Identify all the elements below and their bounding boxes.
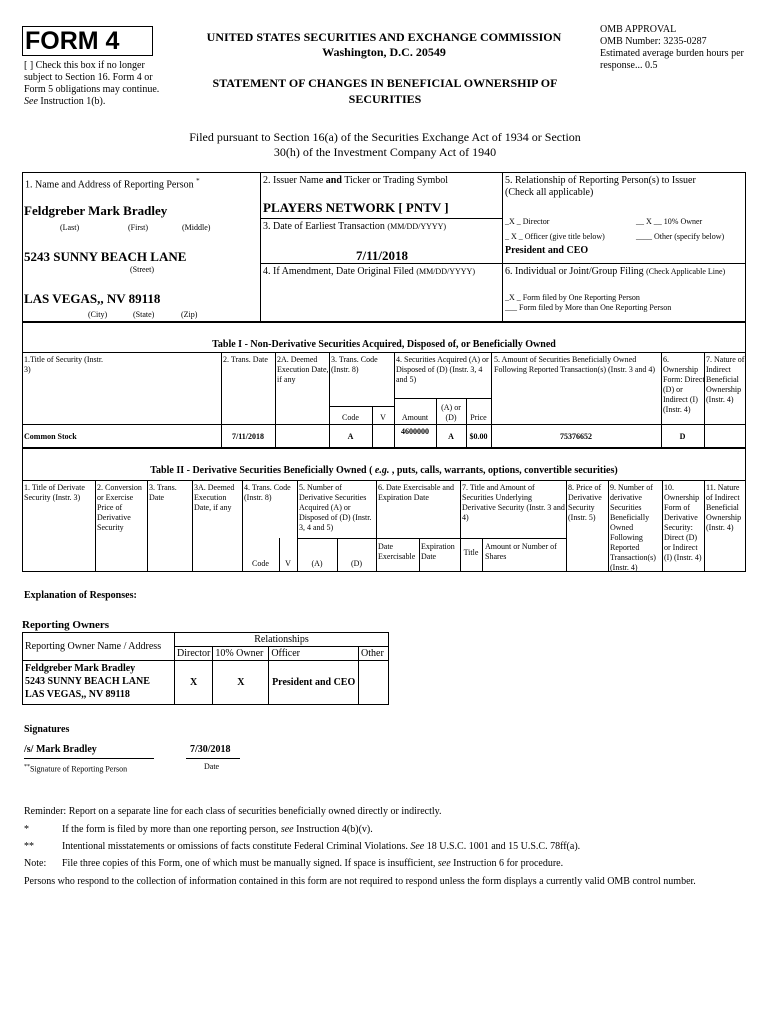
t1-row-code: A (347, 432, 354, 441)
footer-note-1-b: Instruction 4(b)(v). (296, 824, 373, 835)
footer-note-3 (62, 858, 752, 870)
t1-sub-amount: Amount (401, 413, 429, 422)
ro-col-other: Other (359, 647, 389, 661)
box4-label (263, 266, 499, 278)
t1-row-owned: 75376652 (560, 432, 592, 441)
explanation-heading: Explanation of Responses: (24, 590, 137, 601)
divider (22, 352, 746, 353)
reporting-person-city: LAS VEGAS,, NV 89118 (24, 291, 161, 306)
t2-h10: 10. Ownership Form of Derivative Security: Direct (D) or Indirect (I) (Instr. 4) (664, 483, 702, 562)
t1-row-form: D (679, 432, 686, 441)
table2-title-a: Table II - Derivative Securities Beneficially Owned ( (150, 465, 373, 476)
omb-number: OMB Number: 3235-0287 (600, 36, 707, 47)
divider (704, 480, 705, 572)
t1-h4: 4. Securities Acquired (A) or Disposed of (D) (Instr. 3, 4 and 5) (396, 355, 489, 384)
box3-label (263, 221, 499, 233)
divider (662, 480, 663, 572)
box3-label-small: (MM/DD/YYYY) (387, 222, 447, 231)
ro-value-ten-pct: X (213, 661, 269, 705)
box6-label-small: (Check Applicable Line) (646, 267, 726, 276)
ro-value-director: X (175, 661, 213, 705)
ro-owner-city: LAS VEGAS,, NV 89118 (25, 689, 130, 700)
t2-h11: 11. Nature of Indirect Beneficial Ownership (Instr. 4) (706, 483, 742, 532)
filed-pursuant: Filed pursuant to Section 16(a) of the Securities Exchange Act of 1934 or Section 30(h) of the Investment Company Act of 1940 (189, 130, 581, 159)
box5-label-text: 5. Relationship of Reporting Person(s) to Issuer (505, 175, 696, 186)
footer-note-2-mark: ** (24, 841, 34, 852)
signature-date: 7/30/2018 (190, 744, 231, 755)
date-label: Date (204, 762, 220, 771)
divider (376, 538, 566, 539)
earliest-transaction-date: 7/11/2018 (355, 248, 408, 263)
ro-owner (23, 661, 175, 705)
label-last: (Last) (60, 223, 80, 232)
officer-title: President and CEO (505, 245, 589, 256)
ro-col-ten-pct: 10% Owner (213, 647, 269, 661)
relationship-ten-pct[interactable]: __ X __ 10% Owner (636, 217, 703, 226)
section16-checkbox-note[interactable] (24, 60, 169, 108)
footer-note-1-mark: * (24, 824, 29, 835)
omb-burden: Estimated average burden hours per response... 0.5 (600, 48, 744, 71)
box6-label-text: 6. Individual or Joint/Group Filing (505, 266, 644, 277)
label-street: (Street) (130, 265, 154, 274)
divider (460, 480, 461, 572)
t2-sub-amt: Amount or Number of Shares (485, 542, 557, 561)
box1-label-text: 1. Name and Address of Reporting Person (25, 179, 194, 191)
t2-sub-d: (D) (350, 559, 363, 568)
box2-label-b: Ticker or Trading Symbol (344, 175, 449, 186)
relationship-officer[interactable]: _ X _ Officer (give title below) (505, 232, 605, 241)
divider (260, 218, 502, 219)
t2-h5: 5. Number of Derivative Securities Acquired (A) or Disposed of (D) (Instr. 3, 4 and 5) (299, 483, 372, 532)
t1-h5: 5. Amount of Securities Beneficially Owned Following Reported Transaction(s) (Instr. 3 and 4) (494, 355, 656, 374)
divider (376, 480, 377, 572)
box2-label (263, 175, 499, 187)
t1-row-aord: A (448, 432, 454, 441)
filing-one-person[interactable]: _X _ Form filed by One Reporting Person (505, 293, 640, 302)
ro-col-officer: Officer (269, 647, 359, 661)
footer-persons: Persons who respond to the collection of information contained in this form are not required to respond unless the form displays a currently valid OMB control number. (24, 876, 696, 887)
t1-row-amount: 4600000 (401, 427, 429, 436)
t1-h2a: 2A. Deemed Execution Date, if any (277, 355, 329, 384)
footer-note-3-b: Instruction 6 for procedure. (453, 858, 564, 869)
t2-h1: 1. Title of Derivate Security (Instr. 3) (24, 483, 85, 502)
ro-owner-name: Feldgreber Mark Bradley (25, 663, 136, 674)
omb-approval-block (600, 24, 760, 72)
reporting-person-name: Feldgreber Mark Bradley (24, 203, 168, 218)
divider (22, 480, 746, 481)
label-zip: (Zip) (181, 310, 198, 319)
checkbox-note-see: See (24, 96, 38, 107)
label-middle: (Middle) (182, 223, 211, 232)
signatures-heading: Signatures (24, 724, 70, 735)
divider (394, 398, 491, 399)
ro-value-other (359, 661, 389, 705)
t2-h4: 4. Trans. Code (Instr. 8) (244, 483, 291, 502)
filing-more-persons[interactable]: ___ Form filed by More than One Reporting Person (505, 303, 672, 312)
signature-label (24, 762, 127, 775)
t2-h6: 6. Date Exercisable and Expiration Date (378, 483, 454, 502)
box1-star: * (196, 177, 200, 185)
t2-h7: 7. Title and Amount of Securities Underlying Derivative Security (Instr. 3 and 4) (462, 483, 565, 522)
table2-title (22, 465, 746, 477)
table1-title: Table I - Non-Derivative Securities Acquired, Disposed of, or Beneficially Owned (212, 339, 556, 350)
reporting-person-street: 5243 SUNNY BEACH LANE (24, 249, 187, 264)
footer-note-3-mark: Note: (24, 858, 47, 869)
box5-label (505, 175, 743, 199)
divider (192, 480, 193, 572)
box5-label-2: (Check all applicable) (505, 187, 594, 198)
divider (419, 538, 420, 572)
t1-h2: 2. Trans. Date (223, 355, 268, 364)
t1-h3: 3. Trans. Code (Instr. 8) (331, 355, 378, 374)
signature-underline (24, 758, 154, 759)
signature-star: ** (24, 764, 30, 770)
footer-note-2 (62, 841, 742, 853)
footer-reminder: Reminder: Report on a separate line for each class of securities beneficially owned directly or indirectly. (24, 806, 442, 817)
footer-note-2-b: 18 U.S.C. 1001 and 15 U.S.C. 78ff(a). (426, 841, 581, 852)
divider (566, 480, 567, 572)
t2-sub-exer: Date Exercisable (378, 542, 416, 561)
t2-sub-a: (A) (311, 559, 323, 568)
divider (329, 406, 394, 407)
checkbox-note-text: [ ] Check this box if no longer subject to Section 16. Form 4 or Form 5 obligations may continue. (24, 60, 160, 95)
box4-label-text: 4. If Amendment, Date Original Filed (263, 266, 414, 277)
date-underline (186, 758, 240, 759)
divider (608, 480, 609, 572)
t2-sub-exp: Expiration Date (421, 542, 455, 561)
box4-label-small: (MM/DD/YYYY) (416, 267, 475, 276)
box3-label-text: 3. Date of Earliest Transaction (263, 221, 385, 232)
t2-h9: 9. Number of derivative Securities Beneficially Owned Following Reported Transaction(s) (Instr. 4) (610, 483, 656, 572)
divider (260, 263, 746, 264)
statement-title: STATEMENT OF CHANGES IN BENEFICIAL OWNERSHIP OF SECURITIES (212, 76, 558, 106)
ro-value-officer: President and CEO (269, 661, 359, 705)
ro-relationships: Relationships (175, 633, 389, 647)
t1-sub-code: Code (342, 413, 359, 422)
box2-label-a: 2. Issuer Name (263, 175, 324, 186)
table2-title-b: , puts, calls, warrants, options, convertible securities) (391, 465, 618, 476)
t1-sub-aord: (A) or (D) (441, 403, 461, 422)
footer-note-2-a: Intentional misstatements or omissions of facts constitute Federal Criminal Violations. (62, 841, 408, 852)
footer-note-2-see: See (410, 841, 425, 852)
divider (482, 538, 483, 572)
box6-label (505, 266, 747, 278)
divider (260, 172, 261, 322)
signature-label-text: Signature of Reporting Person (30, 764, 128, 774)
t1-sub-price: Price (470, 413, 487, 422)
relationship-other[interactable]: ____ Other (specify below) (636, 232, 725, 241)
omb-approval: OMB APPROVAL (600, 24, 677, 35)
t1-h7: 7. Nature of Indirect Beneficial Ownership (Instr. 4) (706, 355, 745, 404)
t1-row-date: 7/11/2018 (231, 432, 264, 441)
t2-sub-title: Title (463, 548, 479, 557)
t2-h8: 8. Price of Derivative Security (Instr. 5) (568, 483, 602, 522)
divider (147, 480, 148, 572)
form-title-box (22, 26, 153, 56)
t2-h3a: 3A. Deemed Execution Date, if any (194, 483, 235, 512)
footer-note-3-a: File three copies of this Form, one of which must be manually signed. If space is insufficient, (62, 858, 436, 869)
box1-label (25, 175, 255, 191)
issuer-name: PLAYERS NETWORK [ PNTV ] (263, 200, 449, 215)
t1-h6: 6. Ownership Form: Direct (D) or Indirect (I) (Instr. 4) (663, 355, 705, 414)
footer-note-1-a: If the form is filed by more than one reporting person, (62, 824, 279, 835)
form-title: FORM 4 (25, 27, 120, 55)
agency-name: UNITED STATES SECURITIES AND EXCHANGE COMMISSION (206, 30, 562, 44)
footer-note-1-see: see (280, 824, 294, 835)
ro-col-director: Director (175, 647, 213, 661)
ro-owner-street: 5243 SUNNY BEACH LANE (25, 676, 150, 687)
label-city: (City) (88, 310, 108, 319)
box2-label-and: and (325, 175, 342, 186)
divider (297, 538, 376, 539)
divider (502, 172, 503, 322)
divider (22, 424, 746, 425)
label-state: (State) (133, 310, 155, 319)
t1-row-security: Common Stock (24, 432, 77, 441)
t2-sub-code: Code (252, 559, 269, 568)
relationship-director[interactable]: _X _ Director (505, 217, 550, 226)
divider (275, 352, 276, 448)
t2-sub-v: V (285, 559, 291, 568)
divider (95, 480, 96, 572)
footer-note-3-see: see (437, 858, 451, 869)
agency-city: Washington, D.C. 20549 (322, 45, 446, 59)
label-first: (First) (128, 223, 148, 232)
t2-h2: 2. Conversion or Exercise Price of Derivative Security (97, 483, 142, 532)
signature-value: /s/ Mark Bradley (24, 744, 97, 755)
ro-col-name: Reporting Owner Name / Address (23, 633, 175, 661)
t1-sub-v: V (380, 413, 386, 422)
t1-h1: 1.Title of Security (Instr. 3) (24, 355, 104, 374)
reporting-owners-table (22, 632, 389, 705)
table2-title-eg: e.g. (374, 465, 390, 476)
reporting-owners-heading: Reporting Owners (22, 619, 110, 631)
t1-row-price: $0.00 (469, 432, 488, 441)
t2-h3: 3. Trans. Date (149, 483, 177, 502)
footer-note-1 (62, 824, 742, 836)
checkbox-note-tail: Instruction 1(b). (40, 96, 106, 107)
